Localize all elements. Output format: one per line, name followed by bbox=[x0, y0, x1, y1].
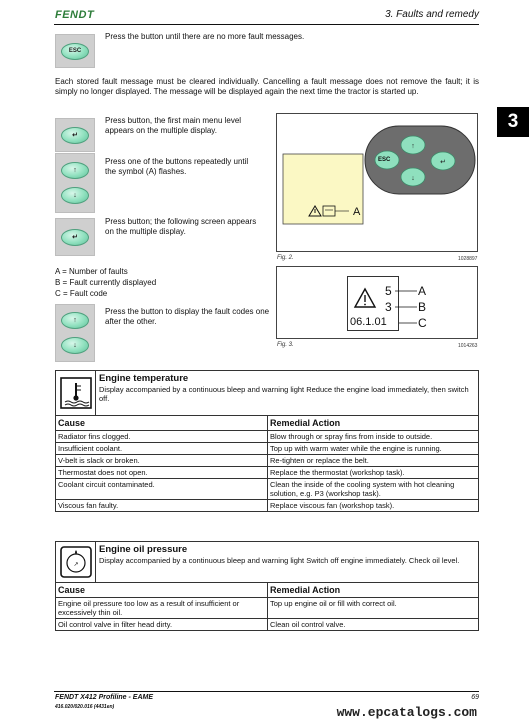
action-cell: Clean the inside of the cooling system with hot cleaning solution, e.g. P3 (workshop task). bbox=[268, 479, 479, 500]
stored-fault-paragraph: Each stored fault message must be cleared individually. Cancelling a fault message does not remove the fault; it is simply no longer displayed. The message will be displayed again the next time the tractor is started up. bbox=[55, 77, 479, 96]
legend-a: A = Number of faults bbox=[55, 267, 128, 276]
svg-text:↗: ↗ bbox=[72, 562, 79, 568]
coolant-temperature-icon-box bbox=[56, 371, 96, 415]
legend-b: B = Fault currently displayed bbox=[55, 278, 157, 287]
cause-cell: Thermostat does not open. bbox=[56, 467, 268, 479]
engine-temperature-desc: Display accompanied by a continuous bleep and warning light Reduce the engine load immediately, then switch off. bbox=[99, 385, 469, 403]
engine-oil-title: Engine oil pressure bbox=[99, 544, 188, 555]
table-row bbox=[56, 431, 479, 443]
cause-cell: Radiator fins clogged. bbox=[56, 431, 268, 443]
current-fault: 3 bbox=[385, 300, 392, 314]
cause-cell: Oil control valve in filter head dirty. bbox=[56, 619, 268, 631]
figure-3 bbox=[276, 266, 478, 339]
section-title: 3. Faults and remedy bbox=[385, 9, 479, 20]
remedial-action-header: Remedial Action bbox=[268, 416, 479, 431]
table-row bbox=[56, 500, 479, 512]
oil-pressure-icon-box bbox=[56, 542, 96, 582]
arrow-keys-tile bbox=[55, 153, 95, 213]
figure-2-drawing bbox=[277, 114, 479, 253]
table-row bbox=[56, 455, 479, 467]
arrow-down-icon: ↓ bbox=[73, 192, 77, 199]
up-key bbox=[61, 162, 89, 179]
engine-oil-header bbox=[56, 542, 479, 583]
engine-temperature-columns bbox=[56, 416, 479, 431]
table-row bbox=[56, 598, 479, 619]
engine-temperature-title: Engine temperature bbox=[99, 373, 189, 384]
action-cell: Top up with warm water while the engine is running. bbox=[268, 443, 479, 455]
fig3-caption: Fig. 3. bbox=[277, 342, 294, 348]
fig3-label-c: C bbox=[418, 316, 427, 330]
arrow-up-icon: ↑ bbox=[73, 167, 77, 174]
action-cell: Clean oil control valve. bbox=[268, 619, 479, 631]
cause-cell: Insufficient coolant. bbox=[56, 443, 268, 455]
engine-oil-rows bbox=[56, 598, 479, 631]
step-arrows2-text: Press the button to display the fault codes one after the other. bbox=[105, 307, 270, 326]
warning-symbol bbox=[355, 289, 375, 307]
step-enter2-text: Press button; the following screen appears on the multiple display. bbox=[105, 217, 257, 236]
fig3-label-b: B bbox=[418, 300, 427, 314]
fig2-label-a: A bbox=[353, 206, 361, 218]
cause-cell: Viscous fan faulty. bbox=[56, 500, 268, 512]
esc-key bbox=[61, 43, 89, 60]
remedial-action-header: Remedial Action bbox=[268, 583, 479, 598]
up-key-2 bbox=[61, 312, 89, 329]
arrow-keys-tile-2 bbox=[55, 304, 95, 362]
enter-key bbox=[61, 127, 89, 144]
oil-pressure-icon bbox=[60, 546, 92, 578]
enter-key-2 bbox=[61, 229, 89, 246]
arrow-down-icon: ↓ bbox=[411, 175, 415, 182]
fendt-logo: FENDT bbox=[55, 9, 95, 21]
cause-cell: Engine oil pressure too low as a result of insufficient or excessively thin oil. bbox=[56, 598, 268, 619]
enter-key-tile bbox=[55, 118, 95, 152]
engine-oil-pressure-table bbox=[55, 541, 479, 631]
table-row bbox=[56, 443, 479, 455]
page-number: 69 bbox=[471, 694, 479, 701]
action-cell: Replace the thermostat (workshop task). bbox=[268, 467, 479, 479]
enter-icon: ↵ bbox=[440, 159, 446, 166]
enter-key-tile-2 bbox=[55, 218, 95, 256]
fig2-caption: Fig. 2. bbox=[277, 255, 294, 261]
action-cell: Re-tighten or replace the belt. bbox=[268, 455, 479, 467]
esc-key-label: ESC bbox=[68, 48, 82, 54]
cause-header: Cause bbox=[56, 583, 268, 598]
engine-oil-desc: Display accompanied by a continuous bleep and warning light Switch off engine immediately. Check oil level. bbox=[99, 556, 460, 565]
esc-key-tile bbox=[55, 34, 95, 68]
header-rule bbox=[54, 24, 479, 25]
fig3-code: 1014263 bbox=[458, 343, 478, 349]
enter-icon: ↵ bbox=[72, 233, 78, 241]
action-cell: Replace viscous fan (workshop task). bbox=[268, 500, 479, 512]
figure-2 bbox=[276, 113, 478, 252]
engine-temperature-rows bbox=[56, 431, 479, 512]
down-key-2 bbox=[61, 337, 89, 354]
engine-temperature-header bbox=[56, 371, 479, 416]
engine-oil-columns bbox=[56, 583, 479, 598]
engine-temperature-table bbox=[55, 370, 479, 512]
fig2-code: 1028897 bbox=[458, 256, 478, 262]
table-row bbox=[56, 467, 479, 479]
footer-code: 416.020/020.016 (4431en) bbox=[55, 704, 115, 710]
fig3-label-a: A bbox=[418, 284, 427, 298]
table-row bbox=[56, 619, 479, 631]
fault-count: 5 bbox=[385, 284, 392, 298]
footer-model: FENDT X412 Profiline - EAME bbox=[55, 694, 154, 701]
arrow-down-icon: ↓ bbox=[73, 342, 77, 349]
cause-cell: V-belt is slack or broken. bbox=[56, 455, 268, 467]
fault-code: 06.1.01 bbox=[350, 316, 387, 328]
footer-rule bbox=[54, 691, 479, 692]
action-cell: Top up engine oil or fill with correct oil. bbox=[268, 598, 479, 619]
figure-3-drawing bbox=[277, 267, 479, 340]
table-row bbox=[56, 479, 479, 500]
cause-header: Cause bbox=[56, 416, 268, 431]
fig2-esc-label: ESC bbox=[378, 157, 391, 163]
action-cell: Blow through or spray fins from inside to outside. bbox=[268, 431, 479, 443]
enter-icon: ↵ bbox=[72, 131, 78, 139]
cause-cell: Coolant circuit contaminated. bbox=[56, 479, 268, 500]
step-arrows-text: Press one of the buttons repeatedly until the symbol (A) flashes. bbox=[105, 157, 249, 176]
watermark: www.epcatalogs.com bbox=[336, 705, 477, 720]
arrow-up-icon: ↑ bbox=[411, 143, 415, 150]
down-key bbox=[61, 187, 89, 204]
legend-c: C = Fault code bbox=[55, 289, 108, 298]
coolant-temperature-icon bbox=[60, 377, 92, 409]
step-esc-text: Press the button until there are no more fault messages. bbox=[105, 32, 305, 41]
chapter-tab: 3 bbox=[497, 107, 529, 137]
arrow-up-icon: ↑ bbox=[73, 317, 77, 324]
step-enter-text: Press button, the first main menu level appears on the multiple display. bbox=[105, 116, 242, 135]
